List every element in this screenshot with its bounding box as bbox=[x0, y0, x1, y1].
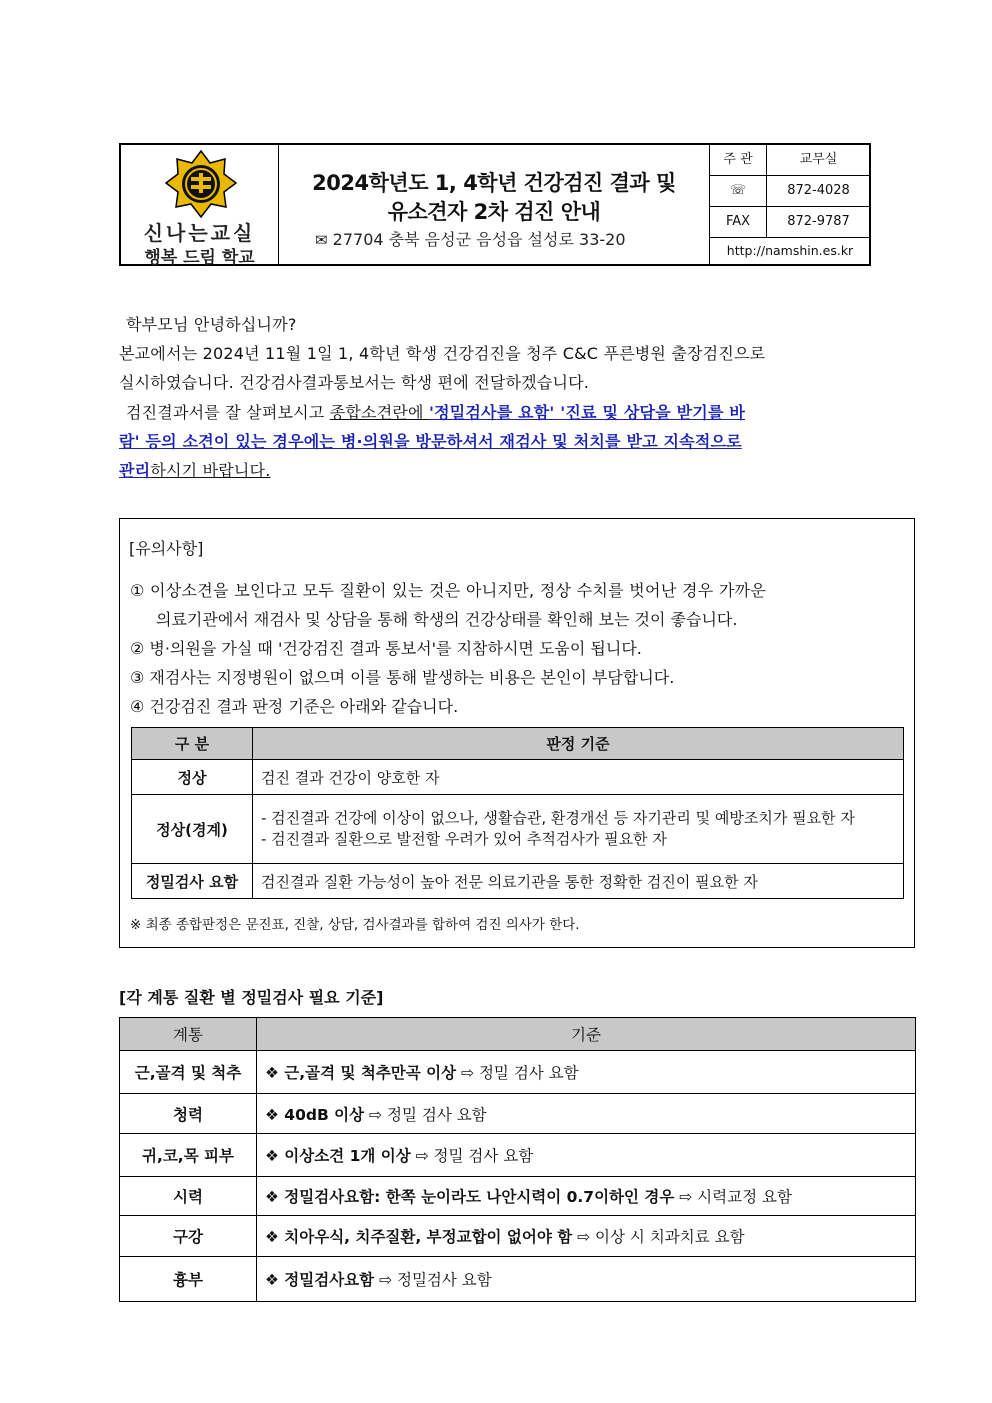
systems-col-system: 계통 bbox=[120, 1018, 257, 1051]
address-text: 27704 충북 음성군 음성읍 설성로 33-20 bbox=[332, 230, 626, 249]
system-name: 귀,코,목 피부 bbox=[120, 1134, 257, 1177]
notice-item1-line1: ① 이상소견을 보인다고 모두 질환이 있는 것은 아니지만, 정상 수치를 벗어난 경우 가까운 bbox=[130, 581, 767, 600]
table-row bbox=[120, 1094, 916, 1134]
system-name: 시력 bbox=[120, 1177, 257, 1216]
greeting: 학부모님 안녕하십니까? bbox=[126, 315, 297, 334]
criteria-text: ❖ 이상소견 1개 이상 bbox=[265, 1147, 411, 1165]
systems-col-criteria: 기준 bbox=[257, 1018, 916, 1051]
school-url[interactable]: http://namshin.es.kr bbox=[726, 243, 854, 258]
criteria-col-category: 구 분 bbox=[132, 728, 253, 760]
notice-item3: ③ 재검사는 지정병원이 없으며 이를 통해 발생하는 비용은 본인이 부담합니다. bbox=[130, 668, 675, 687]
intro-line5-a: 관리 bbox=[119, 461, 151, 480]
system-name: 근,골격 및 척추 bbox=[120, 1051, 257, 1094]
criteria-desc: - 검진결과 질환으로 발전할 우려가 있어 추적검사가 필요한 자 bbox=[261, 830, 667, 848]
contact-info-table bbox=[709, 145, 870, 264]
systems-header-row bbox=[120, 1018, 916, 1051]
intro-line3-a: 검진결과서를 잘 살펴보시고 bbox=[126, 403, 330, 422]
notice-footnote: ※ 최종 종합판정은 문진표, 진찰, 상담, 검사결과를 합하여 검진 의사가 한다. bbox=[130, 917, 580, 933]
system-criteria bbox=[257, 1134, 916, 1177]
criteria-desc: - 검진결과 건강에 이상이 없으나, 생활습관, 환경개선 등 자기관리 및 예방조치가 필요한 자 bbox=[261, 809, 855, 827]
school-logo-cell bbox=[121, 145, 279, 268]
criteria-action: ⇨ 정밀검사 요함 bbox=[374, 1271, 492, 1289]
table-row bbox=[120, 1177, 916, 1216]
criteria-category: 정밀검사 요함 bbox=[132, 864, 253, 899]
system-name: 흉부 bbox=[120, 1257, 257, 1302]
school-motto-line2: 행복 드림 학교 bbox=[144, 248, 255, 268]
system-criteria bbox=[257, 1094, 916, 1134]
criteria-category: 정상 bbox=[132, 760, 253, 795]
criteria-text: ❖ 정밀검사요함: 한쪽 눈이라도 나안시력이 0.7이하인 경우 bbox=[265, 1188, 675, 1206]
criteria-desc-cell bbox=[253, 795, 904, 864]
systems-table bbox=[119, 1017, 916, 1302]
notice-item1-line2: 의료기관에서 재검사 및 상담을 통해 학생의 건강상태를 확인해 보는 것이 좋습니다. bbox=[156, 610, 738, 629]
intro-line5-b: 하시기 바랍니다. bbox=[150, 461, 271, 480]
table-row bbox=[120, 1051, 916, 1094]
fax-value: 872-9787 bbox=[787, 214, 850, 229]
school-emblem-icon bbox=[164, 149, 238, 221]
school-motto-line1: 신나는교실 bbox=[143, 221, 256, 245]
intro-line3-c: '정밀검사를 요함' '진료 및 상담을 받기를 바 bbox=[428, 403, 746, 422]
table-row bbox=[120, 1257, 916, 1302]
table-row bbox=[120, 1134, 916, 1177]
criteria-text: ❖ 40dB 이상 bbox=[265, 1105, 365, 1124]
contact-row-fax bbox=[710, 207, 870, 238]
systems-section-title: [각 계통 질환 별 정밀검사 필요 기준] bbox=[119, 988, 384, 1007]
host-value: 교무실 bbox=[799, 152, 838, 167]
system-name: 청력 bbox=[120, 1094, 257, 1134]
contact-row-tel bbox=[710, 176, 870, 207]
criteria-action: ⇨ 시력교정 요함 bbox=[674, 1188, 792, 1206]
contact-row-host bbox=[710, 145, 870, 176]
table-row bbox=[132, 795, 904, 864]
criteria-header-row bbox=[132, 728, 904, 760]
notice-heading: [유의사항] bbox=[129, 539, 204, 558]
system-criteria bbox=[257, 1257, 916, 1302]
table-row bbox=[132, 864, 904, 899]
system-criteria bbox=[257, 1177, 916, 1216]
system-name: 구강 bbox=[120, 1216, 257, 1257]
doc-title-line1: 2024학년도 1, 4학년 건강검진 결과 및 bbox=[312, 171, 676, 195]
doc-title-line2: 유소견자 2차 검진 안내 bbox=[387, 200, 601, 224]
fax-label: FAX bbox=[710, 207, 767, 237]
contact-row-url bbox=[710, 238, 870, 264]
criteria-text: ❖ 정밀검사요함 bbox=[265, 1271, 375, 1289]
criteria-category: 정상(경계) bbox=[132, 795, 253, 864]
intro-line5 bbox=[119, 458, 270, 481]
school-address bbox=[315, 227, 626, 250]
tel-value: 872-4028 bbox=[787, 183, 850, 198]
table-row bbox=[120, 1216, 916, 1257]
intro-line3 bbox=[126, 400, 745, 423]
criteria-text: ❖ 치아우식, 치주질환, 부정교합이 없어야 함 bbox=[265, 1228, 573, 1246]
mail-icon: ✉ bbox=[315, 231, 328, 249]
criteria-action: ⇨ 정밀 검사 요함 bbox=[456, 1064, 579, 1082]
title-cell bbox=[279, 145, 709, 264]
phone-icon: ☏ bbox=[710, 176, 767, 206]
notice-item4: ④ 건강검진 결과 판정 기준은 아래와 같습니다. bbox=[130, 697, 459, 716]
criteria-desc: 검진결과 질환 가능성이 높아 전문 의료기관을 통한 정확한 검진이 필요한 자 bbox=[253, 864, 904, 899]
system-criteria bbox=[257, 1216, 916, 1257]
intro-line4: 람' 등의 소견이 있는 경우에는 병·의원을 방문하셔서 재검사 및 처치를 받고 지속적으로 bbox=[119, 432, 742, 451]
notice-item2: ② 병·의원을 가실 때 '건강검진 결과 통보서'를 지참하시면 도움이 됩니다. bbox=[130, 639, 642, 658]
criteria-desc: 검진 결과 건강이 양호한 자 bbox=[253, 760, 904, 795]
criteria-action: ⇨ 이상 시 치과치료 요함 bbox=[572, 1228, 745, 1246]
criteria-table bbox=[131, 727, 904, 899]
document-header bbox=[119, 143, 871, 266]
system-criteria bbox=[257, 1051, 916, 1094]
criteria-text: ❖ 근,골격 및 척추만곡 이상 bbox=[265, 1064, 457, 1082]
notice-box bbox=[119, 518, 915, 948]
intro-line2: 실시하였습니다. 건강검사결과통보서는 학생 편에 전달하겠습니다. bbox=[119, 373, 590, 392]
criteria-col-standard: 판정 기준 bbox=[253, 728, 904, 760]
intro-line3-b: 종합소견란에 bbox=[329, 403, 429, 422]
criteria-action: ⇨ 정밀 검사 요함 bbox=[410, 1147, 534, 1165]
host-label: 주 관 bbox=[710, 145, 767, 175]
table-row bbox=[132, 760, 904, 795]
criteria-action: ⇨ 정밀 검사 요함 bbox=[364, 1105, 487, 1124]
intro-line1: 본교에서는 2024년 11월 1일 1, 4학년 학생 건강검진을 청주 C&C 푸른병원 출장검진으로 bbox=[119, 344, 766, 363]
